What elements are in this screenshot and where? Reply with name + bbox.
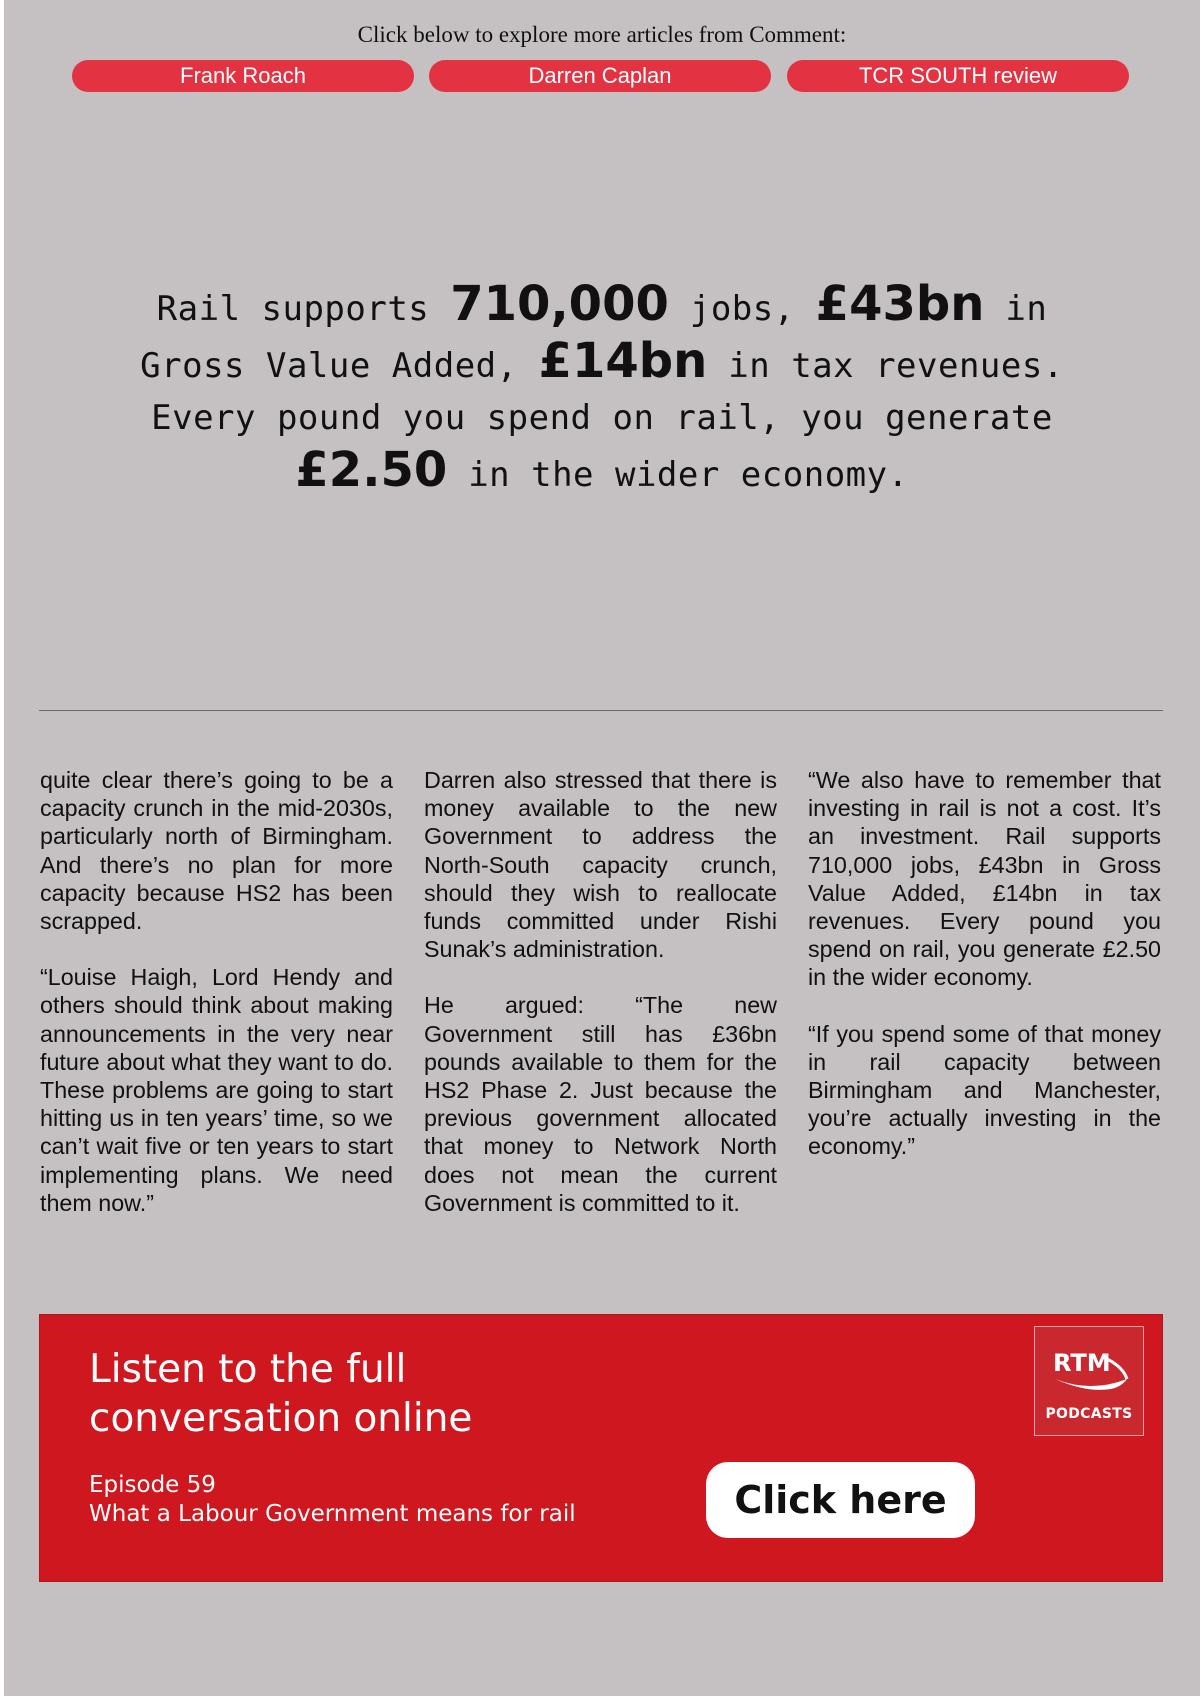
- pull-quote-text: in tax revenues. Every pound you spend on rail, you generate: [151, 346, 1064, 438]
- episode-title: What a Labour Government means for rail: [89, 1501, 576, 1527]
- pull-quote-highlight: £43bn: [815, 276, 985, 332]
- article-link-frank-roach[interactable]: Frank Roach: [72, 60, 414, 92]
- article-column-2: [424, 766, 777, 1245]
- pull-quote-highlight: £14bn: [538, 333, 708, 389]
- podcast-banner: [39, 1314, 1163, 1582]
- article-link-darren-caplan[interactable]: Darren Caplan: [429, 60, 771, 92]
- click-here-button[interactable]: Click here: [706, 1462, 975, 1538]
- paragraph: quite clear there’s going to be a capacity crunch in the mid-2030s, particularly north of Birmingham. And there’s no plan for more capacity because HS2 has been scrapped.: [40, 767, 393, 935]
- logo-subtext: PODCASTS: [1045, 1406, 1133, 1422]
- paragraph: “We also have to remember that investing in rail is not a cost. It’s an investment. Rail supports 710,000 jobs, £43bn in Gross Value Added, £14bn in tax revenues. Every pound you spend on rail, you generate £2.50 in the wider economy.: [808, 767, 1161, 991]
- pull-quote-text: in the wider economy.: [447, 455, 909, 495]
- pull-quote-highlight: 710,000: [450, 276, 669, 332]
- banner-title-line: conversation online: [89, 1396, 473, 1441]
- pull-quote: [124, 278, 1080, 501]
- pull-quote-text: jobs,: [668, 289, 816, 329]
- rtm-podcasts-logo: [1034, 1326, 1144, 1436]
- banner-title-line: Listen to the full: [89, 1347, 407, 1392]
- pull-quote-highlight: £2.50: [295, 442, 448, 498]
- explore-prompt: Click below to explore more articles from Comment:: [357, 22, 847, 47]
- article-column-1: [40, 766, 393, 1245]
- pull-quote-text: in Gross Value Added,: [140, 289, 1048, 386]
- pull-quote-text: Rail supports: [156, 289, 451, 329]
- section-divider: [39, 710, 1163, 711]
- article-column-3: [808, 766, 1161, 1189]
- page: [4, 0, 1200, 1696]
- paragraph: “Louise Haigh, Lord Hendy and others should think about making announcements in the very near future about what they want to do. These problems are going to start hitting us in ten years’ time, so we can’t wait five or ten years to start implementing plans. We need them now.”: [40, 964, 393, 1216]
- banner-title: [89, 1345, 649, 1443]
- paragraph: Darren also stressed that there is money available to the new Government to address the North-South capacity crunch, should they wish to reallocate funds committed under Rishi Sunak’s administration.: [424, 767, 777, 963]
- paragraph: “If you spend some of that money in rail capacity between Birmingham and Manchester, you’re actually investing in the economy.”: [808, 1020, 1161, 1160]
- article-link-tcr-south-review[interactable]: TCR SOUTH review: [787, 60, 1129, 92]
- svg-text:RTM: RTM: [1053, 1349, 1111, 1377]
- episode-number: Episode 59: [89, 1472, 216, 1498]
- rtm-logo-icon: [1051, 1349, 1129, 1395]
- paragraph: He argued: “The new Government still has £36bn pounds available to them for the HS2 Phase 2. Just because the previous government allocated that money to Network North does not mean the current Government is committed to it.: [424, 992, 777, 1216]
